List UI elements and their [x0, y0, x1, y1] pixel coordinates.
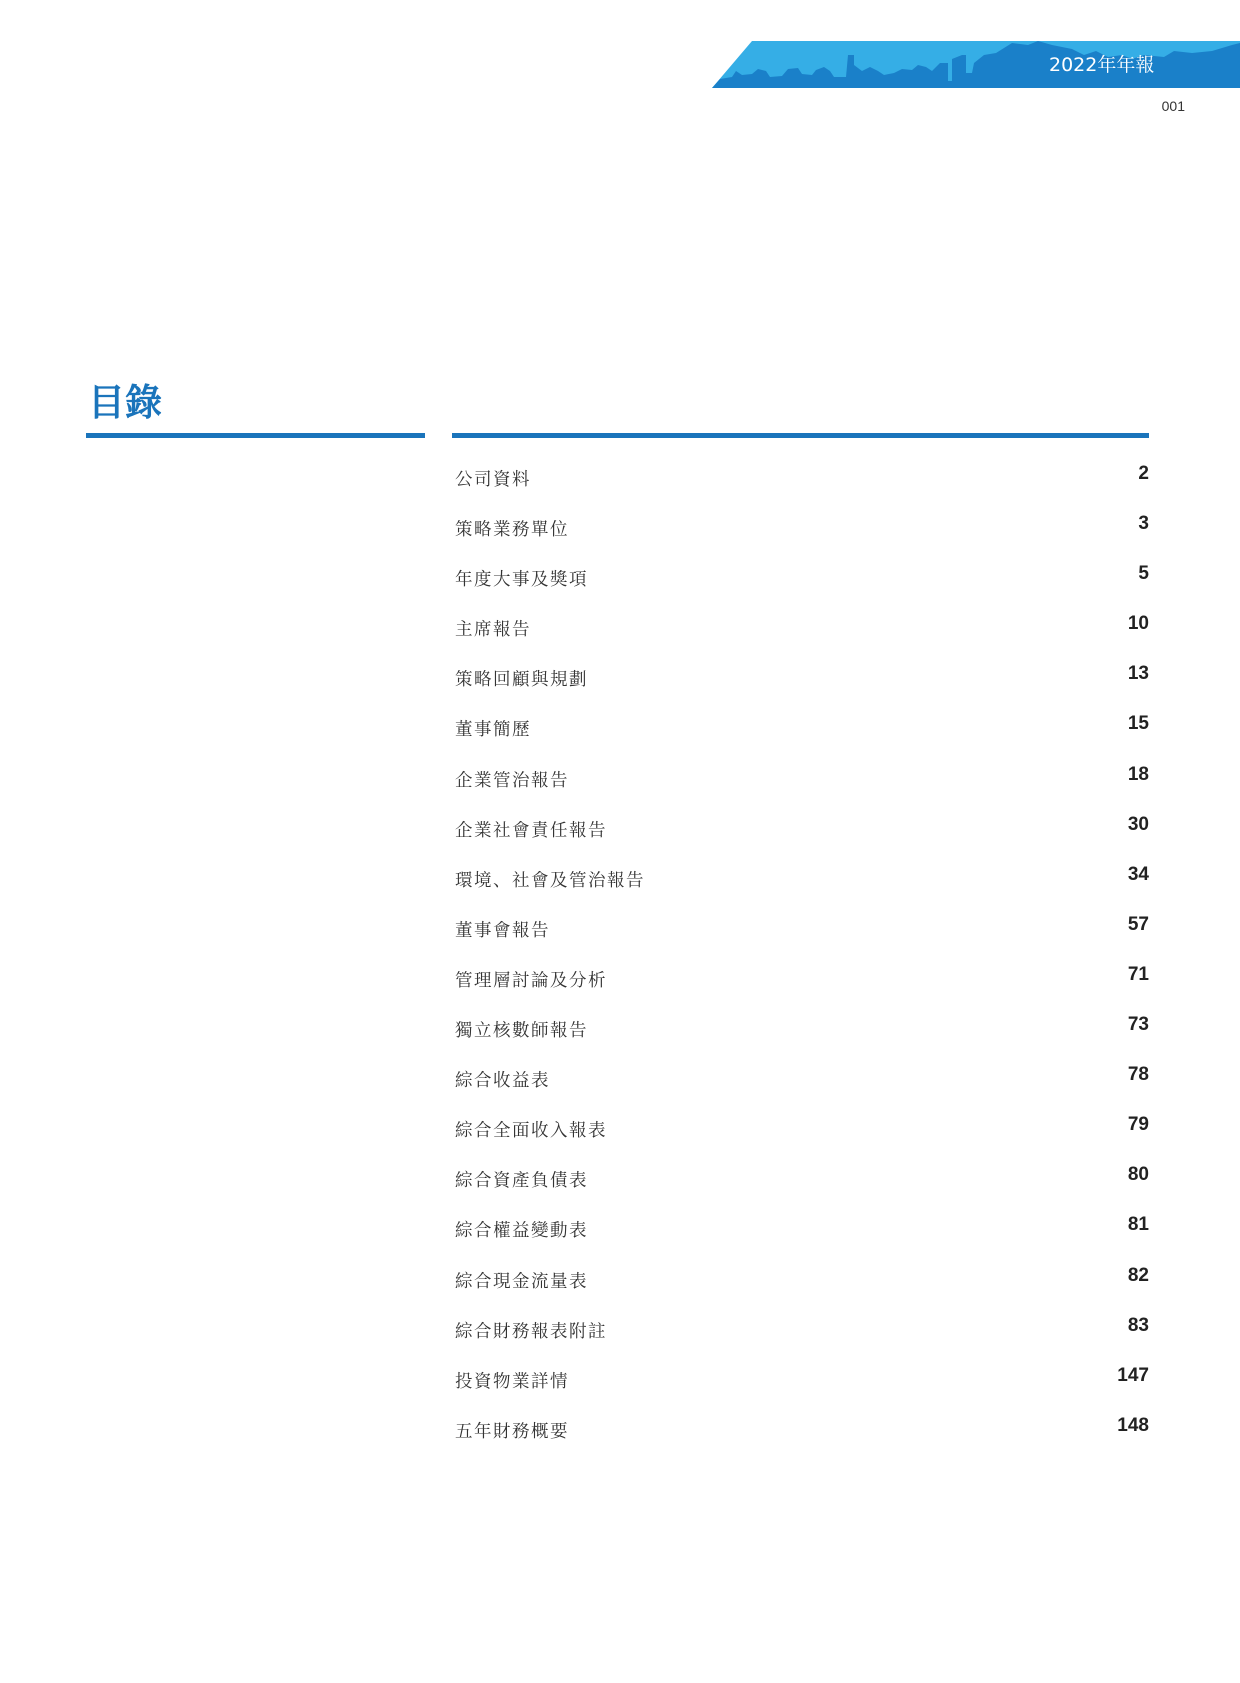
toc-entry-label: 綜合資產負債表 [455, 1171, 588, 1192]
toc-entry-page: 34 [1127, 863, 1149, 885]
toc-entry-label: 綜合現金流量表 [455, 1271, 588, 1292]
toc-entry[interactable] [455, 1211, 1149, 1261]
toc-entry-page: 83 [1127, 1314, 1149, 1336]
toc-divider [452, 433, 1149, 438]
city-skyline-graphic [712, 41, 1240, 88]
toc-entry-label: 綜合全面收入報表 [455, 1121, 607, 1142]
toc-entry-page: 57 [1127, 913, 1149, 935]
report-title: 2022年年報 [1049, 54, 1155, 76]
toc-entry-label: 獨立核數師報告 [455, 1021, 588, 1042]
toc-entry-page: 79 [1127, 1114, 1149, 1136]
toc-entry[interactable] [455, 1362, 1149, 1412]
toc-entry-label: 策略回顧與規劃 [455, 670, 588, 691]
toc-entry-label: 策略業務單位 [455, 520, 569, 541]
toc-entry[interactable] [455, 1061, 1149, 1111]
toc-entry-label: 董事簡歷 [455, 720, 531, 741]
toc-entry-page: 78 [1127, 1064, 1149, 1086]
toc-entry[interactable] [455, 861, 1149, 911]
toc-entry-label: 五年財務概要 [455, 1421, 569, 1442]
toc-entry-label: 年度大事及獎項 [455, 570, 588, 591]
toc-entry-label: 綜合收益表 [455, 1071, 550, 1092]
page-number: 001 [1161, 98, 1185, 114]
toc-entry-page: 73 [1127, 1014, 1149, 1036]
toc-entry[interactable] [455, 460, 1149, 510]
toc-entry-page: 148 [1117, 1414, 1149, 1436]
toc-entry-page: 10 [1127, 613, 1149, 635]
toc-entry[interactable] [455, 1161, 1149, 1211]
toc-entry-page: 5 [1138, 563, 1149, 585]
toc-entry-page: 147 [1117, 1364, 1149, 1386]
toc-entry[interactable] [455, 1312, 1149, 1362]
toc-entry-page: 18 [1127, 763, 1149, 785]
page-title: 目錄 [88, 381, 162, 424]
toc-entry-page: 82 [1127, 1264, 1149, 1286]
table-of-contents [455, 460, 1149, 1462]
toc-entry-label: 管理層討論及分析 [455, 970, 607, 991]
toc-entry[interactable] [455, 1111, 1149, 1161]
toc-entry-label: 企業管治報告 [455, 770, 569, 791]
toc-entry-page: 81 [1127, 1214, 1149, 1236]
toc-entry-page: 30 [1127, 813, 1149, 835]
toc-entry-label: 綜合權益變動表 [455, 1221, 588, 1242]
toc-entry-page: 80 [1127, 1164, 1149, 1186]
title-divider [86, 433, 425, 438]
toc-entry[interactable] [455, 660, 1149, 710]
toc-entry[interactable] [455, 710, 1149, 760]
toc-entry-label: 公司資料 [455, 470, 531, 490]
toc-entry-label: 企業社會責任報告 [455, 820, 607, 841]
toc-entry[interactable] [455, 1412, 1149, 1462]
toc-entry[interactable] [455, 811, 1149, 861]
toc-entry-label: 環境、社會及管治報告 [455, 870, 645, 891]
toc-entry-page: 15 [1127, 713, 1149, 735]
toc-entry-label: 董事會報告 [455, 920, 550, 941]
toc-entry[interactable] [455, 1262, 1149, 1312]
toc-entry-page: 2 [1138, 463, 1149, 484]
toc-entry-label: 綜合財務報表附註 [455, 1321, 607, 1342]
toc-entry-page: 13 [1127, 663, 1149, 685]
toc-entry-label: 主席報告 [455, 620, 531, 641]
toc-entry[interactable] [455, 961, 1149, 1011]
header-banner [712, 41, 1240, 88]
toc-entry-page: 71 [1127, 963, 1149, 985]
toc-entry[interactable] [455, 911, 1149, 961]
toc-entry[interactable] [455, 510, 1149, 560]
toc-entry[interactable] [455, 761, 1149, 811]
toc-entry[interactable] [455, 610, 1149, 660]
toc-entry[interactable] [455, 560, 1149, 610]
toc-entry[interactable] [455, 1011, 1149, 1061]
toc-entry-page: 3 [1138, 513, 1149, 535]
toc-entry-label: 投資物業詳情 [455, 1371, 569, 1392]
